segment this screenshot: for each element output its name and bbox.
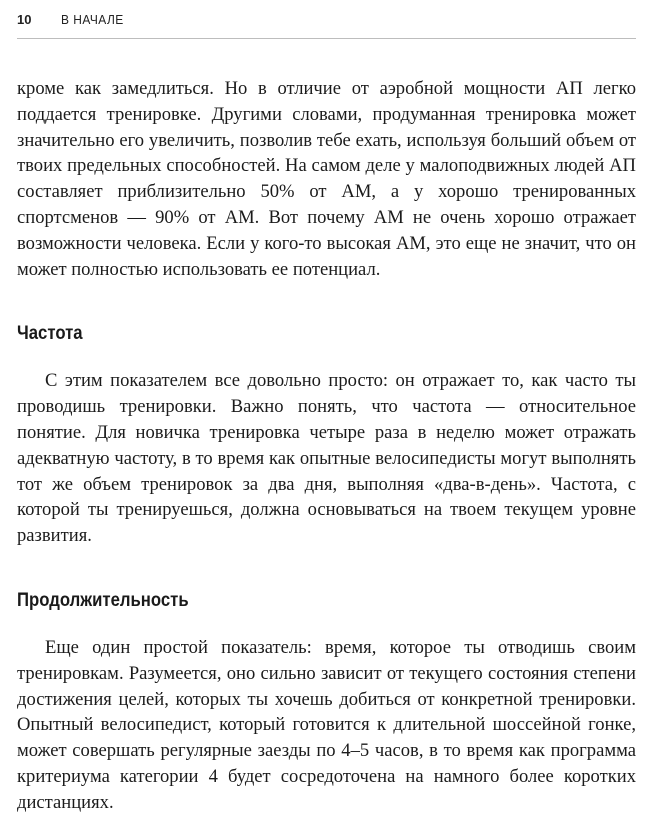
intro-paragraph: кроме как замедлиться. Но в отличие от аэробной мощности АП легко поддается тренировке. Другими словами, продуманная тренировка может значительно его увеличить, позволив тебе ехать, используя больший объем от твоих предельных способностей. На самом деле у малоподвижных людей АП составляет приблизительно 50% от АМ, а у хорошо тренированных спортсменов — 90% от АМ. Вот почему АМ не очень хорошо отражает возможности человека. Если у кого-то высокая АМ, это еще не значит, что он может полностью использовать ее потенциал. xyxy=(17,78,636,280)
page-number: 10 xyxy=(17,12,32,27)
page-body xyxy=(17,76,636,816)
running-head-title: В НАЧАЛЕ xyxy=(61,12,124,27)
header-rule xyxy=(17,38,636,39)
running-head xyxy=(17,12,129,27)
section-title-duration: Продолжительность xyxy=(17,589,189,611)
duration-paragraph: Еще один простой показатель: время, которое ты отводишь своим тренировкам. Разумеется, оно сильно зависит от текущего состояния степени достижения целей, которых ты хочешь добиться от конкретной тренировки. Опытный велосипедист, который готовится к длительной шоссейной гонке, может совершать регулярные заезды по 4–5 часов, в то время как программа критериума категории 4 будет сосредоточена на намного более коротких дистанциях. xyxy=(17,636,636,813)
section-title-frequency: Частота xyxy=(17,323,83,345)
frequency-paragraph: С этим показателем все довольно просто: он отражает то, как часто ты проводишь тренировки. Важно понять, что частота — относительное понятие. Для новичка тренировка четыре раза в неделю может отражать адекватную частоту, в то время как опытные велосипедисты могут выполнять тот же объем тренировок за два дня, выполняя «два-в-день». Частота, с которой ты тренируешься, должна основываться на твоем текущем уровне развития. xyxy=(17,370,636,547)
